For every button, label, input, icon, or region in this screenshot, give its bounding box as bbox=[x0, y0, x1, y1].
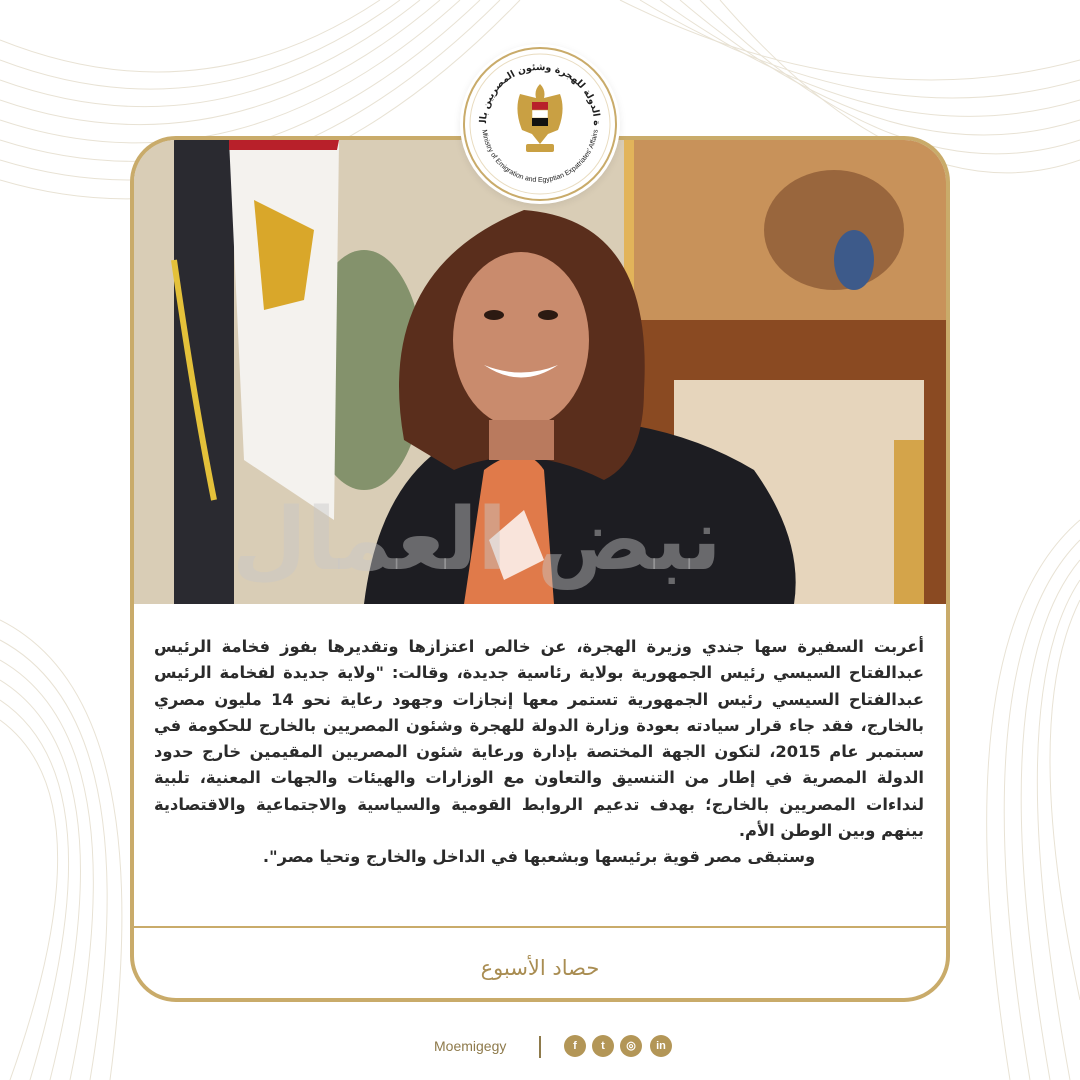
ministry-logo bbox=[460, 44, 620, 204]
linkedin-icon[interactable]: in bbox=[650, 1035, 672, 1057]
logo-english-text: Ministry of Emigration and Egyptian Expatriates' Affairs bbox=[480, 129, 600, 185]
watermark: نبض العمال bbox=[232, 490, 722, 590]
instagram-icon[interactable]: ◎ bbox=[620, 1035, 642, 1057]
footer-title: حصاد الأسبوع bbox=[480, 956, 600, 980]
article-text bbox=[154, 634, 924, 871]
article-paragraph-2: وستبقى مصر قوية برئيسها وبشعبها في الداخل والخارج وتحيا مصر". bbox=[262, 847, 816, 867]
minister-portrait-photo bbox=[134, 140, 946, 604]
logo-arabic-text: ة الدولة للهجرة وشئون المصريين بال bbox=[477, 61, 603, 126]
twitter-icon[interactable]: t bbox=[592, 1035, 614, 1057]
article-paragraph-1: أعربت السفيرة سها جندي وزيرة الهجرة، عن خالص اعتزازها وتقديرها بفوز فخامة الرئيس عبدالفتاح السيسي رئيس الجمهورية بولاية رئاسية جديدة، وقالت: "ولاية جديدة لفخامة الرئيس عبدالفتاح السيسي رئيس الجمهورية تستمر معها إنجازات وجهود رعاية نحو 14 مليون مصري بالخارج، فقد جاء قرار سيادته بعودة وزارة الدولة للهجرة وشئون المصريين بالخارج للحكومة في سبتمبر عام 2015، لتكون الجهة المختصة بإدارة ورعاية شئون المصريين المقيمين خارج حدود الدولة المصرية في إطار من التنسيق والتعاون مع الوزارات والهيئات والجهات المعنية، تلبية لنداءات المصريين بالخارج؛ بهدف تدعيم الروابط القومية والسياسية والاجتماعية والاقتصادية بينهم وبين الوطن الأم. bbox=[154, 637, 924, 841]
news-card bbox=[130, 136, 950, 1002]
footer-divider bbox=[134, 926, 946, 928]
bar-divider bbox=[539, 1036, 541, 1058]
facebook-icon[interactable]: f bbox=[564, 1035, 586, 1057]
social-bar bbox=[0, 1030, 1080, 1066]
social-handle[interactable]: Moemigegy bbox=[434, 1038, 507, 1054]
